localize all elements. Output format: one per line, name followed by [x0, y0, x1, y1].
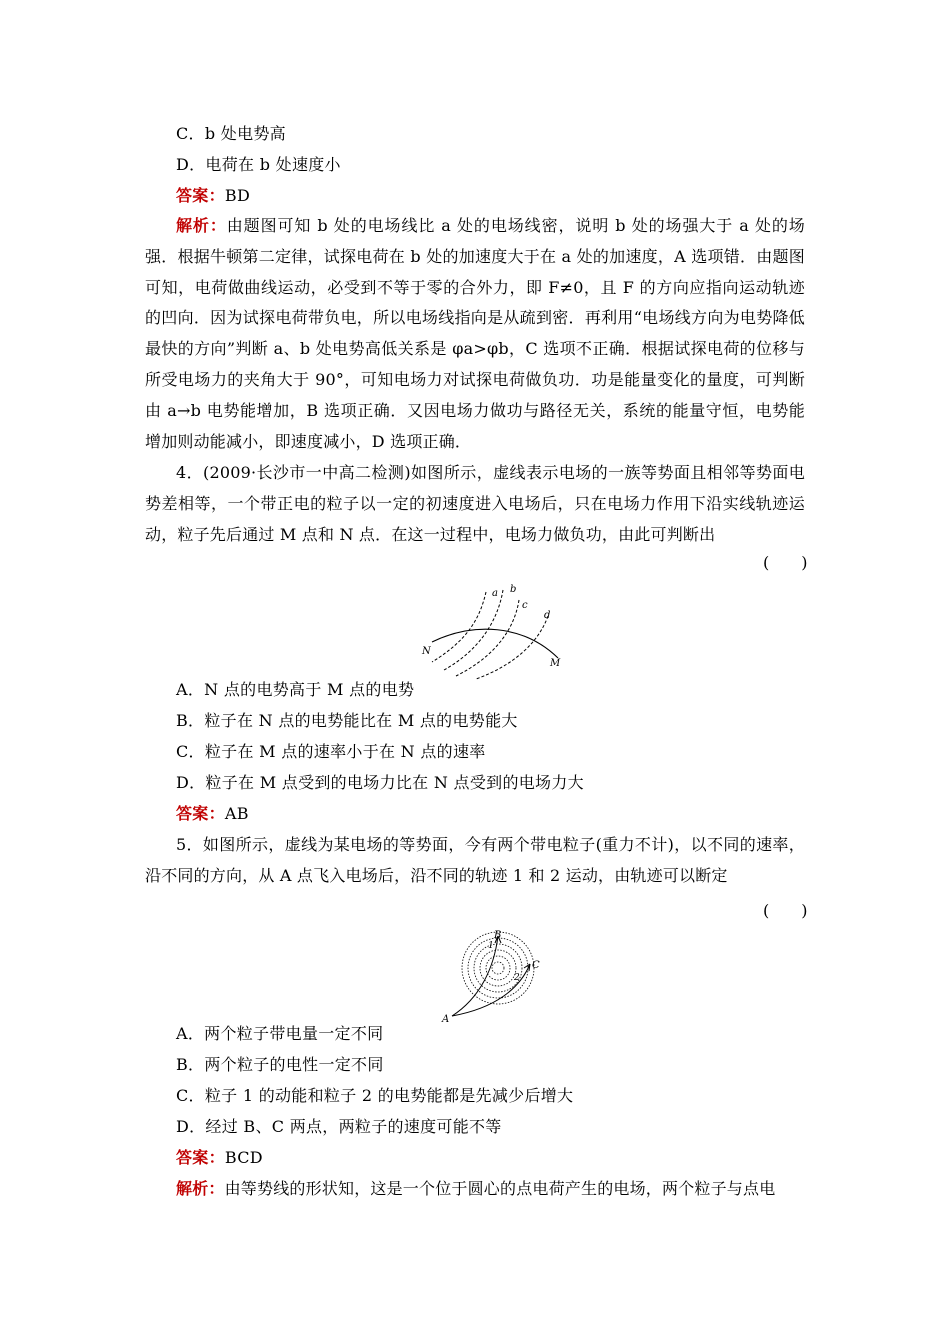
q4-option-a: A．N 点的电势高于 M 点的电势	[176, 680, 415, 699]
answer-label: 答案：	[176, 804, 225, 823]
equipotential-line-a	[432, 592, 486, 662]
q5-answer	[176, 1148, 263, 1168]
q3-answer	[176, 186, 250, 206]
q5-option-a: A．两个粒子带电量一定不同	[176, 1024, 384, 1043]
q5-stem: 5．如图所示，虚线为某电场的等势面，今有两个带电粒子(重力不计)，以不同的速率，沿不同的方向，从 A 点飞入电场后，沿不同的轨迹 1 和 2 运动，由轨迹可以断定	[145, 835, 805, 885]
label-b: b	[510, 584, 517, 595]
q4-option-d: D．粒子在 M 点受到的电场力比在 N 点受到的电场力大	[176, 773, 584, 792]
equipotential-line-d	[476, 616, 548, 679]
q4-option-b: B．粒子在 N 点的电势能比在 M 点的电势能大	[176, 711, 518, 730]
label-a: a	[492, 588, 498, 599]
q3-analysis	[145, 211, 805, 457]
q4-answer-blank: ( )	[763, 553, 808, 572]
q5-equipotential-figure	[440, 928, 552, 1024]
q5-answer-blank: ( )	[763, 901, 808, 920]
answer-value: AB	[224, 804, 249, 823]
q4-stem: 4．(2009·长沙市一中高二检测)如图所示，虚线表示电场的一族等势面且相邻等势面电势差相等，一个带正电的粒子以一定的初速度进入电场后，只在电场力作用下沿实线轨迹运动，粒子先后通过 M 点和 N 点．在这一过程中，电场力做负功，由此可判断出	[145, 463, 805, 544]
q4-answer	[176, 804, 249, 824]
particle-trajectory	[432, 629, 558, 658]
q5-option-b: B．两个粒子的电性一定不同	[176, 1055, 384, 1074]
equipotential-line-c	[456, 600, 519, 676]
q4-option-c: C．粒子在 M 点的速率小于在 N 点的速率	[176, 742, 486, 761]
answer-value: BCD	[224, 1148, 263, 1167]
analysis-text: 由等势线的形状知，这是一个位于圆心的点电荷产生的电场，两个粒子与点电	[224, 1179, 776, 1198]
label-c: C	[532, 960, 540, 971]
analysis-text: 由题图可知 b 处的电场线比 a 处的电场线密，说明 b 处的场强大于 a 处的场强．根据牛顿第二定律，试探电荷在 b 处的加速度大于在 a 处的加速度，A 选项错．由题图可知，电荷做曲线运动，必受到不等于零的合外力，即 F≠0，且 F 的方向应指向运动轨迹的凹向．因为试探电荷带负电，所以电场线指向是从疏到密．再利用“电场线方向为电势降低最快的方向”判断 a、b 处电势高低关系是 φa>φb，C 选项不正确．根据试探电荷的位移与所受电场力的夹角大于 90°，可知电场力对试探电荷做负功．功是能量变化的量度，可判断由 a→b 电势能增加，B 选项正确．又因电场力做功与路径无关，系统的能量守恒，电势能增加则动能减小，即速度减小，D 选项正确．	[145, 216, 805, 451]
label-2: 2	[514, 973, 520, 983]
q5-option-c: C．粒子 1 的动能和粒子 2 的电势能都是先减少后增大	[176, 1086, 574, 1105]
label-n: N	[422, 646, 431, 657]
q5-option-d: D．经过 B、C 两点，两粒子的速度可能不等	[176, 1117, 502, 1136]
answer-label: 答案：	[176, 1148, 225, 1167]
label-d: d	[544, 610, 551, 621]
analysis-label: 解析：	[176, 1179, 225, 1198]
q4-equipotential-figure	[418, 578, 568, 680]
label-a: A	[442, 1014, 450, 1024]
analysis-label: 解析：	[176, 216, 227, 235]
label-c: c	[522, 600, 528, 611]
label-1: 1	[488, 941, 494, 951]
q3-option-d: D．电荷在 b 处速度小	[176, 155, 341, 174]
answer-label: 答案：	[176, 186, 225, 205]
q5-analysis	[145, 1174, 805, 1205]
label-b: B	[494, 930, 502, 941]
label-m: M	[550, 658, 561, 669]
concentric-equipotentials	[462, 932, 534, 1004]
answer-value: BD	[224, 186, 251, 205]
q3-option-c: C．b 处电势高	[176, 124, 286, 143]
